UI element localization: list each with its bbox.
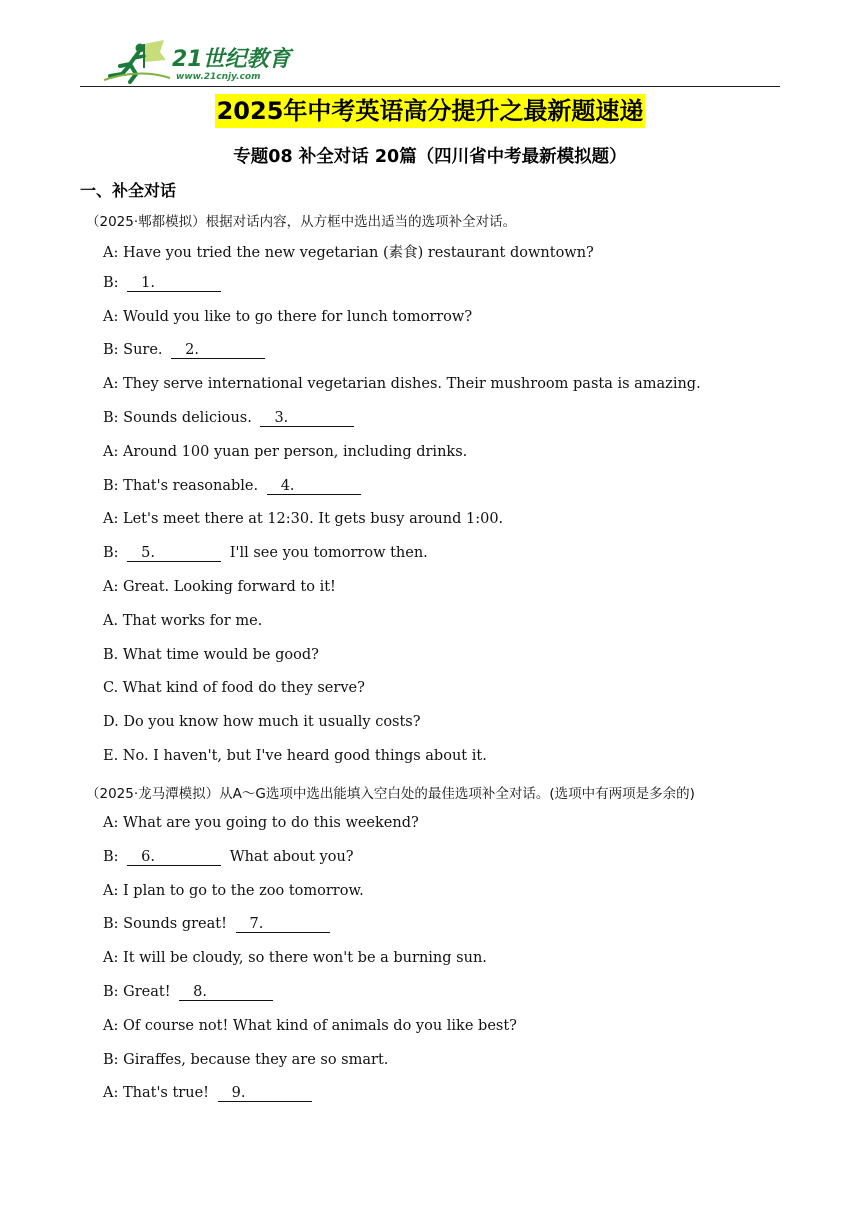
line-text: B: xyxy=(103,848,124,865)
line-text: A: Would you like to go there for lunch tomorrow? xyxy=(103,308,473,325)
answer-blank[interactable]: 4. xyxy=(267,479,361,495)
passage-source: （2025·郫都模拟）根据对话内容，从方框中选出适当的选项补全对话。 xyxy=(86,214,517,230)
dialogue-line xyxy=(103,849,354,866)
dialogue-line xyxy=(103,815,419,831)
dialogue-line xyxy=(103,241,594,262)
dialogue-line xyxy=(103,1052,388,1068)
answer-blank[interactable]: 5. xyxy=(127,546,221,562)
line-text: A: What are you going to do this weekend? xyxy=(103,815,419,831)
dialogue-line xyxy=(103,342,269,359)
dialogue-line xyxy=(103,647,319,663)
dialogue-line xyxy=(103,916,334,933)
dialogue-line xyxy=(103,309,472,325)
title-wrap xyxy=(0,94,860,128)
line-text: B: Giraffes, because they are so smart. xyxy=(103,1051,389,1068)
line-text: A: That's true! xyxy=(103,1085,214,1102)
page-header xyxy=(80,36,780,88)
line-text: E. No. I haven't, but I've heard good things about it. xyxy=(103,748,487,764)
page-title: 2025年中考英语高分提升之最新题速递 xyxy=(215,94,646,128)
logo-text: 21世纪教育 xyxy=(172,47,291,72)
answer-blank[interactable]: 9. xyxy=(218,1086,312,1102)
line-text: B. What time would be good? xyxy=(103,646,319,663)
logo-url: www.21cnjy.com xyxy=(176,72,261,82)
line-text: B: xyxy=(103,545,124,562)
line-text: B: Great! xyxy=(103,984,176,1000)
line-text: A: Great. Looking forward to it! xyxy=(103,579,336,595)
line-text: B: That's reasonable. xyxy=(103,477,263,494)
dialogue-line xyxy=(103,883,364,899)
line-text: A: Let's meet there at 12:30. It gets busy around 1:00. xyxy=(103,511,504,528)
dialogue-line xyxy=(103,376,701,392)
dialogue-line xyxy=(103,478,365,495)
line-text-after: I'll see you tomorrow then. xyxy=(225,545,428,562)
answer-blank[interactable]: 7. xyxy=(236,917,330,933)
line-text: A: It will be cloudy, so there won't be a burning sun. xyxy=(103,950,487,967)
line-text: B: Sounds great! xyxy=(103,916,232,933)
line-text: D. Do you know how much it usually costs? xyxy=(103,714,421,731)
answer-blank[interactable]: 1. xyxy=(127,276,221,292)
dialogue-line xyxy=(103,680,365,696)
line-text: A. That works for me. xyxy=(103,612,263,629)
line-text: C. What kind of food do they serve? xyxy=(103,680,365,697)
answer-blank[interactable]: 3. xyxy=(260,411,354,427)
line-text: A: Have you tried the new vegetarian (素食) restaurant downtown? xyxy=(103,245,594,261)
dialogue-line xyxy=(103,275,225,292)
header-divider xyxy=(80,86,780,87)
page-subtitle: 专题08 补全对话 20篇（四川省中考最新模拟题） xyxy=(233,147,627,167)
dialogue-line xyxy=(103,545,428,562)
logo xyxy=(100,38,300,86)
answer-blank[interactable]: 2. xyxy=(171,343,265,359)
line-text: A: They serve international vegetarian dishes. Their mushroom pasta is amazing. xyxy=(103,376,701,393)
line-text-after: What about you? xyxy=(225,848,354,865)
dialogue-line xyxy=(103,444,467,460)
passage-source: （2025·龙马潭模拟）从A～G选项中选出能填入空白处的最佳选项补全对话。(选项中有两项是多余的) xyxy=(86,786,695,802)
dialogue-line xyxy=(103,984,277,1001)
dialogue-line xyxy=(103,410,358,427)
dialogue-line xyxy=(103,511,503,527)
dialogue-line xyxy=(103,714,421,730)
dialogue-line xyxy=(103,1085,316,1102)
line-text: A: Around 100 yuan per person, including drinks. xyxy=(103,443,468,460)
dialogue-line xyxy=(103,579,336,595)
answer-blank[interactable]: 8. xyxy=(179,985,273,1001)
line-text: A: Of course not! What kind of animals do you like best? xyxy=(103,1017,517,1034)
answer-blank[interactable]: 6. xyxy=(127,850,221,866)
dialogue-line xyxy=(103,950,487,966)
line-text: A: I plan to go to the zoo tomorrow. xyxy=(103,882,364,899)
line-text: B: xyxy=(103,274,124,291)
section-heading: 一、补全对话 xyxy=(80,181,177,200)
line-text: B: Sure. xyxy=(103,342,168,359)
dialogue-line xyxy=(103,748,487,764)
line-text: B: Sounds delicious. xyxy=(103,410,257,426)
dialogue-line xyxy=(103,1018,517,1034)
dialogue-line xyxy=(103,613,262,629)
